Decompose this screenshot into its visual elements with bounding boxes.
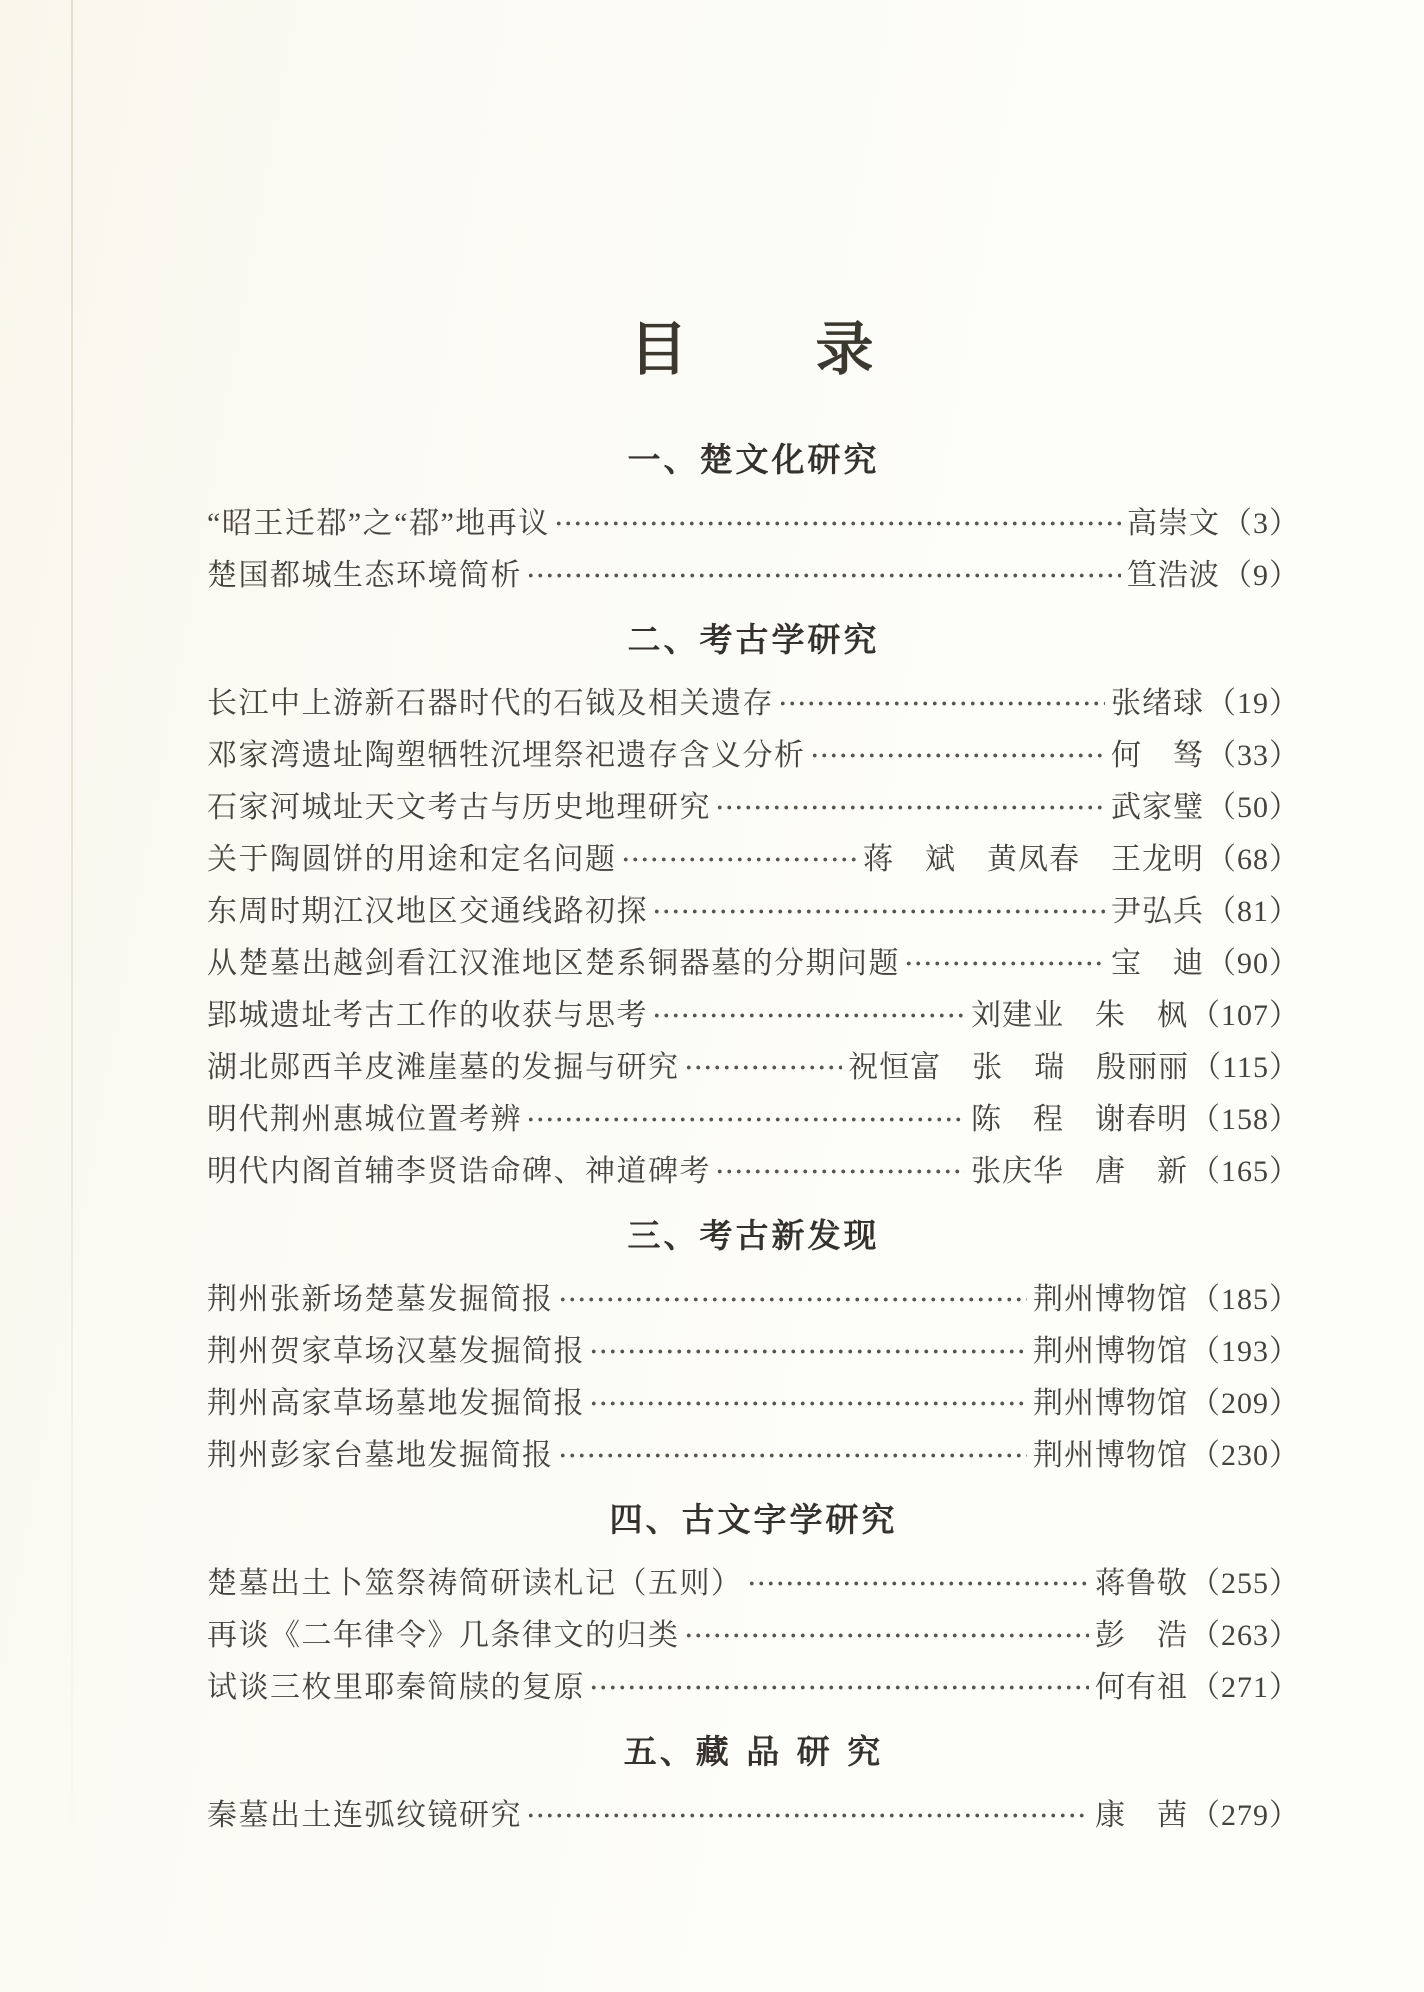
- entry-authors: 祝恒富 张 瑞 殷丽丽: [848, 1051, 1190, 1084]
- section-entries: [207, 1270, 1300, 1478]
- entry-title: 楚墓出土卜筮祭祷简研读札记（五则）: [207, 1567, 743, 1600]
- toc-entry: [207, 546, 1300, 598]
- entry-title: 东周时期江汉地区交通线路初探: [207, 895, 648, 928]
- dot-leader: [526, 1786, 1089, 1838]
- dot-leader: [715, 778, 1105, 830]
- section-header: 一、楚文化研究: [627, 440, 880, 479]
- toc-entry: [207, 1322, 1300, 1374]
- dot-leader: [904, 934, 1105, 986]
- toc-entry: [207, 882, 1300, 934]
- entry-authors: 荆州博物馆: [1033, 1335, 1188, 1368]
- dot-leader: [715, 1142, 965, 1194]
- entry-authors: 荆州博物馆: [1033, 1283, 1188, 1316]
- entry-title: 邓家湾遗址陶塑牺牲沉埋祭祀遗存含义分析: [207, 739, 806, 772]
- entry-title: 从楚墓出越剑看江汉淮地区楚系铜器墓的分期问题: [207, 947, 900, 980]
- entry-title: “昭王迁鄀”之“鄀”地再议: [207, 507, 550, 540]
- entry-title: 明代内阁首辅李贤诰命碑、神道碑考: [207, 1155, 711, 1188]
- entry-title: 荆州高家草场墓地发掘简报: [207, 1387, 585, 1420]
- dot-leader: [652, 882, 1105, 934]
- entry-authors: 康 茜: [1095, 1799, 1188, 1832]
- section-header: 四、古文字学研究: [609, 1500, 898, 1539]
- dot-leader: [558, 1426, 1028, 1478]
- entry-authors: 武家璧: [1111, 791, 1204, 824]
- toc-entry: [207, 778, 1300, 830]
- toc-entry: [207, 726, 1300, 778]
- section-header: 三、考古新发现: [627, 1216, 880, 1255]
- dot-leader: [747, 1554, 1090, 1606]
- entry-page-number: （193）: [1190, 1335, 1300, 1368]
- toc-section: [207, 1498, 1300, 1710]
- entry-authors: 荆州博物馆: [1033, 1439, 1188, 1472]
- entry-title: 湖北郧西羊皮滩崖墓的发掘与研究: [207, 1051, 680, 1084]
- entry-page-number: （230）: [1190, 1439, 1300, 1472]
- entry-authors: 荆州博物馆: [1033, 1387, 1188, 1420]
- toc-entry: [207, 674, 1300, 726]
- entry-authors: 张庆华 唐 新: [971, 1155, 1188, 1188]
- entry-authors: 陈 程 谢春明: [971, 1103, 1188, 1136]
- toc-entry: [207, 1270, 1300, 1322]
- entry-page-number: （158）: [1190, 1103, 1300, 1136]
- dot-leader: [684, 1606, 1090, 1658]
- entry-page-number: （279）: [1190, 1799, 1300, 1832]
- section-entries: [207, 1786, 1300, 1838]
- dot-leader: [554, 494, 1121, 546]
- dot-leader: [589, 1658, 1089, 1710]
- entry-authors: 尹弘兵: [1111, 895, 1204, 928]
- dot-leader: [684, 1038, 843, 1090]
- entry-title: 石家河城址天文考古与历史地理研究: [207, 791, 711, 824]
- entry-page-number: （209）: [1190, 1387, 1300, 1420]
- dot-leader: [589, 1322, 1027, 1374]
- entry-page-number: （185）: [1190, 1283, 1300, 1316]
- entry-authors: 刘建业 朱 枫: [971, 999, 1188, 1032]
- entry-title: 荆州彭家台墓地发掘简报: [207, 1439, 554, 1472]
- entry-title: 荆州张新场楚墓发掘简报: [207, 1283, 554, 1316]
- entry-authors: 彭 浩: [1095, 1619, 1188, 1652]
- section-entries: [207, 674, 1300, 1194]
- entry-page-number: （271）: [1190, 1671, 1300, 1704]
- toc-content: [207, 318, 1300, 1838]
- toc-entry: [207, 1426, 1300, 1478]
- toc-entry: [207, 830, 1300, 882]
- entry-page-number: （19）: [1206, 687, 1300, 720]
- entry-title: 秦墓出土连弧纹镜研究: [207, 1799, 522, 1832]
- entry-title: 楚国都城生态环境简析: [207, 559, 522, 592]
- dot-leader: [526, 546, 1121, 598]
- section-header: 五、藏 品 研 究: [623, 1732, 884, 1771]
- entry-page-number: （165）: [1190, 1155, 1300, 1188]
- entry-page-number: （3）: [1222, 507, 1300, 540]
- entry-title: 长江中上游新石器时代的石钺及相关遗存: [207, 687, 774, 720]
- toc-entry: [207, 1554, 1300, 1606]
- dot-leader: [652, 986, 965, 1038]
- toc-entry: [207, 1374, 1300, 1426]
- entry-page-number: （255）: [1190, 1567, 1300, 1600]
- entry-authors: 张绪球: [1111, 687, 1204, 720]
- entry-page-number: （9）: [1222, 559, 1300, 592]
- entry-page-number: （50）: [1206, 791, 1300, 824]
- dot-leader: [558, 1270, 1028, 1322]
- entry-page-number: （33）: [1206, 739, 1300, 772]
- entry-page-number: （90）: [1206, 947, 1300, 980]
- entry-page-number: （81）: [1206, 895, 1300, 928]
- toc-section: [207, 618, 1300, 1194]
- page-gutter-shadow: [71, 0, 73, 1952]
- page-title: 目 录: [629, 317, 878, 382]
- entry-title: 再谈《二年律令》几条律文的归类: [207, 1619, 680, 1652]
- entry-title: 明代荆州惠城位置考辨: [207, 1103, 522, 1136]
- section-header: 二、考古学研究: [627, 620, 880, 659]
- entry-page-number: （115）: [1191, 1051, 1300, 1084]
- entry-page-number: （263）: [1190, 1619, 1300, 1652]
- entry-authors: 何 驽: [1111, 739, 1204, 772]
- dot-leader: [621, 830, 858, 882]
- entry-authors: 蒋 斌 黄凤春 王龙明: [863, 843, 1204, 876]
- toc-entry: [207, 1090, 1300, 1142]
- toc-entry: [207, 1786, 1300, 1838]
- dot-leader: [778, 674, 1105, 726]
- toc-sections: [207, 438, 1300, 1838]
- toc-entry: [207, 1658, 1300, 1710]
- dot-leader: [589, 1374, 1027, 1426]
- toc-section: [207, 1730, 1300, 1838]
- entry-title: 郢城遗址考古工作的收获与思考: [207, 999, 648, 1032]
- toc-entry: [207, 1606, 1300, 1658]
- entry-authors: 宝 迪: [1111, 947, 1204, 980]
- toc-section: [207, 438, 1300, 598]
- toc-entry: [207, 494, 1300, 546]
- section-entries: [207, 494, 1300, 598]
- toc-section: [207, 1214, 1300, 1478]
- entry-authors: 何有祖: [1095, 1671, 1188, 1704]
- entry-authors: 笪浩波: [1127, 559, 1220, 592]
- section-entries: [207, 1554, 1300, 1710]
- toc-entry: [207, 986, 1300, 1038]
- entry-page-number: （107）: [1190, 999, 1300, 1032]
- toc-entry: [207, 934, 1300, 986]
- dot-leader: [526, 1090, 965, 1142]
- dot-leader: [810, 726, 1106, 778]
- entry-title: 荆州贺家草场汉墓发掘简报: [207, 1335, 585, 1368]
- entry-page-number: （68）: [1206, 843, 1300, 876]
- entry-title: 关于陶圆饼的用途和定名问题: [207, 843, 617, 876]
- entry-authors: 高崇文: [1127, 507, 1220, 540]
- toc-entry: [207, 1142, 1300, 1194]
- toc-entry: [207, 1038, 1300, 1090]
- entry-title: 试谈三枚里耶秦简牍的复原: [207, 1671, 585, 1704]
- entry-authors: 蒋鲁敬: [1095, 1567, 1188, 1600]
